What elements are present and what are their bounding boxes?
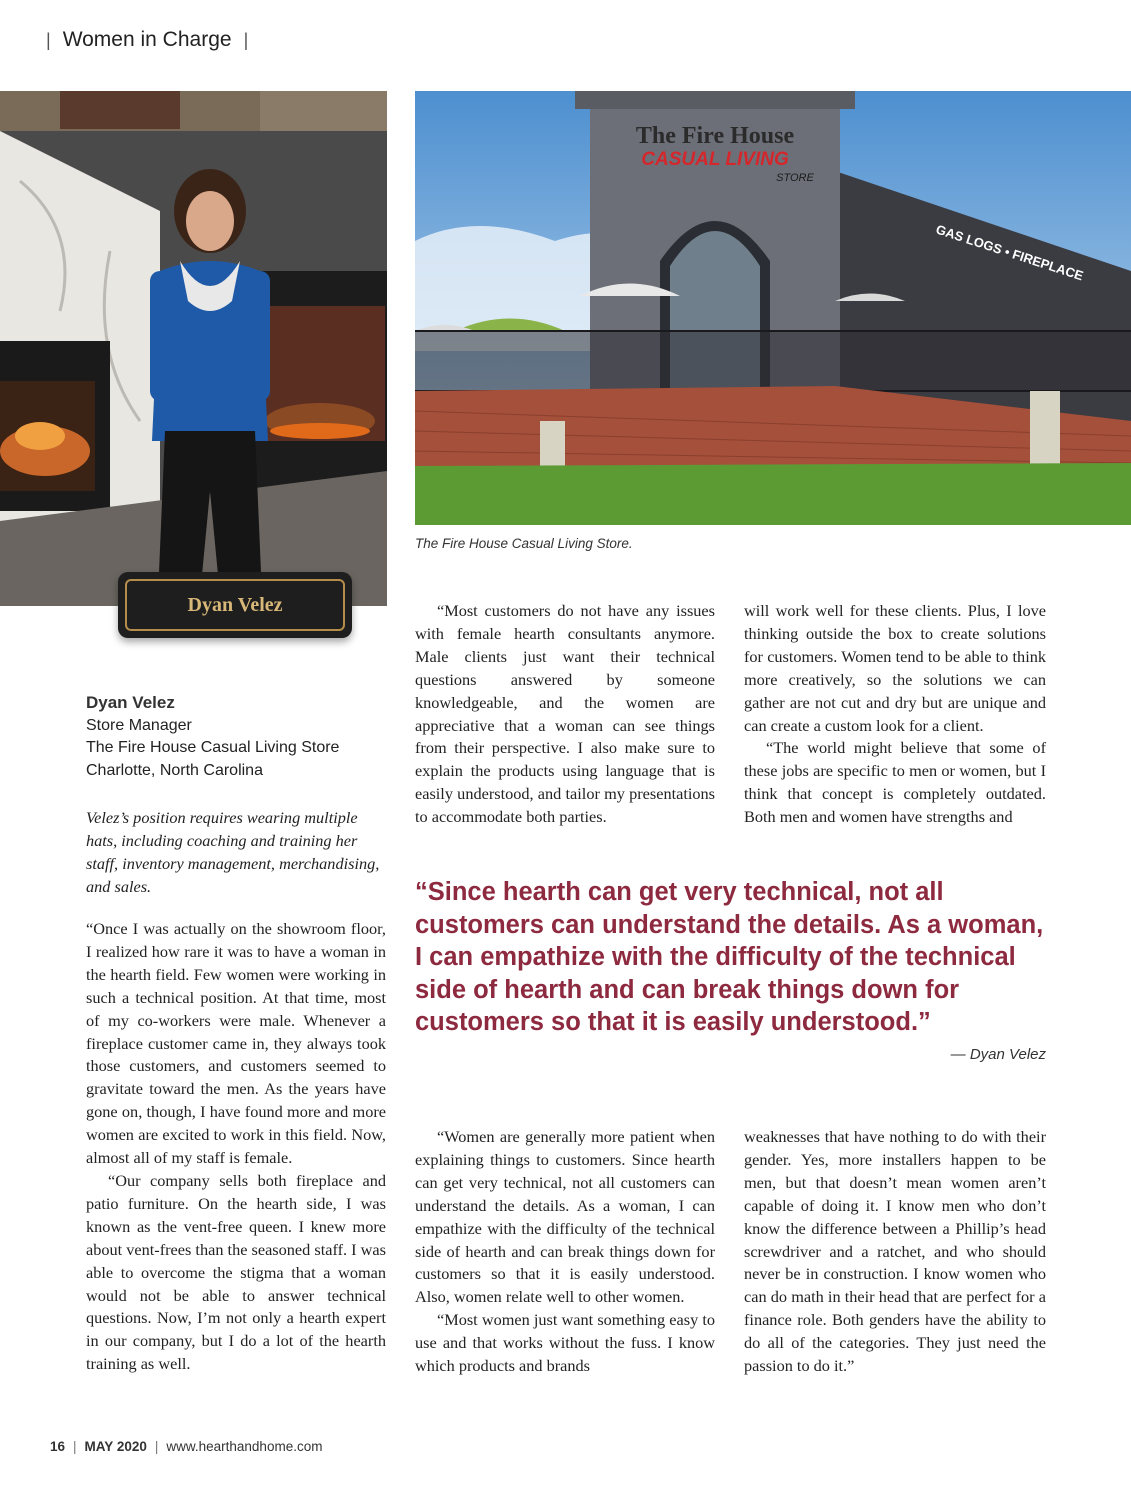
nameplate-label: Dyan Velez — [125, 579, 345, 631]
bio-block — [86, 692, 386, 782]
portrait-photo — [0, 91, 387, 606]
store-illustration — [415, 91, 1131, 525]
page-footer — [50, 1439, 322, 1454]
nameplate — [118, 572, 352, 638]
paragraph: “Most customers do not have any issues with female hearth consultants anymore. Male clients just want their technical questions answered by someone knowledgeable, and the women are appreciative that a woman can see things from their perspective. I also make sure to explain the products using language that is easily understood, and tailor my presentations to accommodate both parties. — [415, 601, 715, 827]
paragraph: “Most women just want something easy to use and that works without the fuss. I know which products and brands — [415, 1310, 715, 1376]
store-sign-line2: CASUAL LIVING — [641, 149, 789, 170]
section-header — [46, 28, 248, 52]
store-sign-line1: The Fire House — [635, 123, 795, 149]
paragraph: “Once I was actually on the showroom floor, I realized how rare it was to have a woman in the hearth field. Few women were working in such a technical position. At that time, most of my co-workers were male. Whenever a fireplace customer came in, they always took those customers, and customers seemed to gravitate toward the men. As the years have gone on, though, I have found more and more women are excited to work in this field. Now, almost all of my staff is female. — [86, 919, 386, 1168]
paragraph: “Our company sells both fireplace and patio furniture. On the hearth side, I was known as the vent-free queen. I knew more about vent-frees than the seasoned staff. I was able to overcome the stigma that a woman would not be able to answer technical questions. Now, I’m not only a hearth expert in our company, but I do a lot of the hearth training as well. — [86, 1170, 386, 1374]
paragraph: will work well for these clients. Plus, I love thinking outside the box to create solutions for customers. Women tend to be able to think more creatively, so the solutions we can gather are not cut and dry but are unique and can create a custom look for a client. — [744, 601, 1046, 735]
issue-date: MAY 2020 — [84, 1439, 147, 1454]
divider: | — [154, 1439, 159, 1454]
store-photo — [415, 91, 1131, 525]
section-title: Women in Charge — [62, 28, 232, 51]
intro-paragraph: Velez’s position requires wearing multiple hats, including coaching and training her staff, inventory management, merchandising, and sales. — [86, 808, 380, 896]
divider: | — [73, 1439, 77, 1454]
body-column-middle-bottom — [415, 1126, 715, 1378]
paragraph: “The world might believe that some of these jobs are specific to men or women, but I think that concept is completely outdated. Both men and women have strengths and — [744, 738, 1046, 827]
bio-company: The Fire House Casual Living Store — [86, 739, 340, 756]
photo-caption: The Fire House Casual Living Store. — [415, 536, 633, 551]
paragraph: “Women are generally more patient when explaining things to customers. Since hearth can get very technical, not all customers can understand the details. As a woman, I can empathize with the difficulty of the technical side of hearth and can break things down for customers so that it is easily understood. Also, women relate well to other women. — [415, 1127, 715, 1307]
website-link[interactable]: www.hearthandhome.com — [166, 1439, 323, 1454]
paragraph: weaknesses that have nothing to do with their gender. Yes, more installers happen to be men, but that doesn’t mean women aren’t capable of doing it. I know men who don’t know the difference between a Phillip’s head screwdriver and a ratchet, and who should never be in construction. I know women who can do math in their head that are perfect for a finance role. Both genders have the ability to do all of the categories. They just need the passion to do it.” — [744, 1127, 1046, 1376]
store-side-sign: GAS LOGS • FIREPLACE — [934, 221, 1086, 284]
store-sign-line3: STORE — [776, 172, 814, 184]
bio-location: Charlotte, North Carolina — [86, 761, 263, 779]
body-column-right-bottom — [744, 1126, 1046, 1378]
pull-quote-attribution: — Dyan Velez — [950, 1046, 1046, 1063]
body-column-middle-top — [415, 600, 715, 829]
portrait-illustration — [0, 91, 387, 606]
bio-role: Store Manager — [86, 716, 192, 734]
pull-quote: “Since hearth can get very technical, not all customers can understand the details. As a woman, I can empathize with the difficulty of the technical side of hearth and can break things down for customers so that it is easily understood.” — [415, 878, 1044, 1036]
body-column-left — [86, 918, 386, 1376]
divider: | — [243, 29, 249, 50]
bio-name: Dyan Velez — [86, 693, 175, 712]
body-column-right-top — [744, 600, 1046, 829]
page-number: 16 — [50, 1439, 66, 1454]
divider: | — [46, 29, 51, 50]
